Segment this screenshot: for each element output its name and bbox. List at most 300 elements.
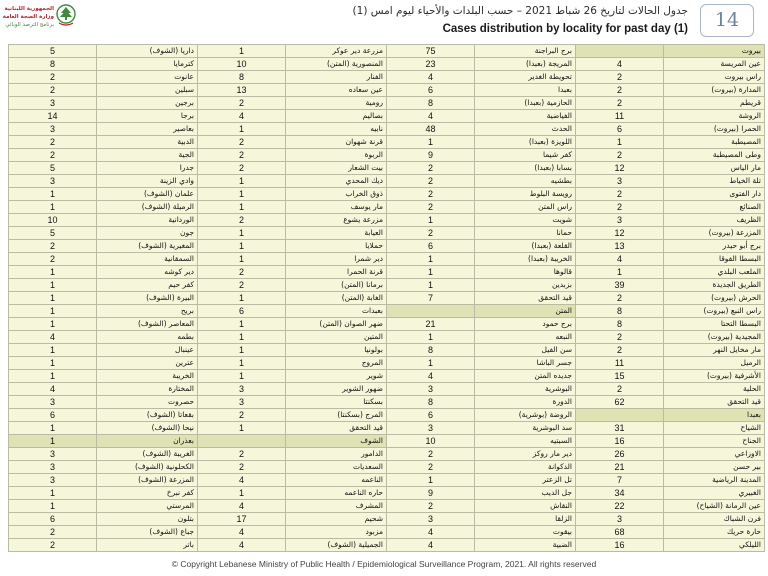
case-count-cell: 62 [576, 396, 664, 409]
locality-name-cell: الرميلة (الشوف) [97, 201, 198, 214]
locality-name-cell: الجميلية (الشوف) [286, 539, 387, 552]
case-count-cell: 1 [198, 240, 286, 253]
locality-name-cell: الحرش (بيروت) [664, 292, 765, 305]
table-row [9, 357, 765, 370]
locality-name-cell: الحمرا (بيروت) [664, 123, 765, 136]
case-count-cell: 2 [576, 344, 664, 357]
case-count-cell: 12 [576, 162, 664, 175]
locality-name-cell: بطمه [97, 331, 198, 344]
locality-name-cell: قرنة شهوان [286, 136, 387, 149]
district-count-cell [387, 305, 475, 318]
locality-name-cell: برجين [97, 97, 198, 110]
case-count-cell: 3 [9, 474, 97, 487]
case-count-cell: 4 [198, 526, 286, 539]
locality-name-cell: قيد التحقق [664, 396, 765, 409]
locality-name-cell: نابيه [286, 123, 387, 136]
locality-name-cell: باتر [97, 539, 198, 552]
case-count-cell: 1 [576, 136, 664, 149]
cedar-emblem-icon [56, 4, 76, 26]
locality-name-cell: ضهور الشوير [286, 383, 387, 396]
logo-line-program: برنامج الترصد الوبائي [5, 22, 54, 28]
case-count-cell: 2 [387, 201, 475, 214]
table-row [9, 201, 765, 214]
case-count-cell: 1 [198, 331, 286, 344]
locality-name-cell: مار الياس [664, 162, 765, 175]
locality-name-cell: عين المريسة [664, 58, 765, 71]
case-count-cell: 14 [9, 110, 97, 123]
case-count-cell: 4 [9, 331, 97, 344]
locality-name-cell: الربوة [286, 149, 387, 162]
case-count-cell: 10 [198, 58, 286, 71]
case-count-cell: 2 [576, 383, 664, 396]
locality-name-cell: المدينة الرياضية [664, 474, 765, 487]
case-count-cell: 2 [198, 266, 286, 279]
locality-name-cell: برج أبو حيدر [664, 240, 765, 253]
case-count-cell: 4 [198, 110, 286, 123]
locality-name-cell: المدارة (بيروت) [664, 84, 765, 97]
locality-name-cell: قيد التحقق [286, 422, 387, 435]
case-count-cell: 9 [387, 149, 475, 162]
case-count-cell: 2 [198, 162, 286, 175]
case-count-cell: 26 [576, 448, 664, 461]
case-count-cell: 11 [576, 110, 664, 123]
case-count-cell: 1 [198, 123, 286, 136]
case-count-cell: 3 [9, 448, 97, 461]
case-count-cell: 4 [198, 539, 286, 552]
case-count-cell: 3 [576, 175, 664, 188]
locality-name-cell: المريجة (بعبدا) [475, 58, 576, 71]
case-count-cell: 31 [576, 422, 664, 435]
locality-name-cell: رومية [286, 97, 387, 110]
locality-name-cell: مزرعة يشوع [286, 214, 387, 227]
case-count-cell: 2 [576, 292, 664, 305]
locality-name-cell: برج البراجنة [475, 45, 576, 58]
locality-name-cell: بيت الشعار [286, 162, 387, 175]
locality-name-cell: كفر نبرخ [97, 487, 198, 500]
table-row [9, 435, 765, 448]
locality-name-cell: بيقوت [475, 526, 576, 539]
locality-name-cell: البسطا الفوقا [664, 253, 765, 266]
locality-name-cell: تلة الخياط [664, 175, 765, 188]
locality-name-cell: راس المتن [475, 201, 576, 214]
case-count-cell: 1 [576, 266, 664, 279]
case-count-cell: 48 [387, 123, 475, 136]
table-row [9, 396, 765, 409]
case-count-cell: 1 [198, 357, 286, 370]
locality-name-cell: قرنة الحمرا [286, 266, 387, 279]
case-count-cell: 2 [576, 188, 664, 201]
case-count-cell: 1 [198, 487, 286, 500]
locality-name-cell: وادي الزينة [97, 175, 198, 188]
locality-name-cell: الظريف [664, 214, 765, 227]
table-row [9, 162, 765, 175]
case-count-cell: 9 [387, 487, 475, 500]
locality-name-cell: الصنائع [664, 201, 765, 214]
case-count-cell: 2 [576, 149, 664, 162]
locality-name-cell: الحدث [475, 123, 576, 136]
case-count-cell: 2 [198, 97, 286, 110]
case-count-cell: 4 [576, 58, 664, 71]
locality-name-cell: المرستي [97, 500, 198, 513]
table-row [9, 331, 765, 344]
table-row [9, 500, 765, 513]
locality-name-cell: بتلون [97, 513, 198, 526]
locality-name-cell: المزرعة (بيروت) [664, 227, 765, 240]
locality-name-cell: البوشرية [475, 383, 576, 396]
case-count-cell: 1 [9, 435, 97, 448]
case-count-cell: 1 [198, 175, 286, 188]
district-heading-cell: بيروت [664, 45, 765, 58]
case-count-cell: 2 [9, 71, 97, 84]
locality-name-cell: المشرف [286, 500, 387, 513]
page-title-arabic: جدول الحالات لتاريخ 26 شباط 2021 – حسب البلدات والأحياء ليوم امس (1) [352, 5, 688, 17]
locality-name-cell: المختارة [97, 383, 198, 396]
case-count-cell: 21 [576, 461, 664, 474]
case-count-cell: 1 [9, 188, 97, 201]
locality-name-cell: دير مار روكز [475, 448, 576, 461]
case-count-cell: 21 [387, 318, 475, 331]
case-count-cell: 1 [9, 279, 97, 292]
locality-name-cell: السبتيه [475, 435, 576, 448]
table-row [9, 383, 765, 396]
logo-text [4, 5, 54, 29]
case-count-cell: 1 [198, 201, 286, 214]
table-row [9, 240, 765, 253]
table-row [9, 149, 765, 162]
copyright-footer: © Copyright Lebanese Ministry of Public Health / Epidemiological Surveillance Program, 2021. All rights reserved [171, 559, 597, 569]
locality-name-cell: حمانا [475, 227, 576, 240]
case-count-cell: 6 [387, 84, 475, 97]
locality-name-cell: الحازمية (بعبدا) [475, 97, 576, 110]
locality-name-cell: البسطا التحتا [664, 318, 765, 331]
district-count-cell [576, 409, 664, 422]
locality-name-cell: المغيرية (الشوف) [97, 240, 198, 253]
table-row [9, 266, 765, 279]
case-count-cell: 1 [387, 474, 475, 487]
table-row [9, 344, 765, 357]
locality-name-cell: بعذران [97, 435, 198, 448]
case-count-cell: 1 [387, 331, 475, 344]
locality-name-cell: حاره الناعمه [286, 487, 387, 500]
locality-name-cell: شويت [475, 214, 576, 227]
locality-name-cell: الطريق الجديدة [664, 279, 765, 292]
locality-name-cell: راس النبع (بيروت) [664, 305, 765, 318]
locality-name-cell: الضبية [475, 539, 576, 552]
case-count-cell: 2 [576, 97, 664, 110]
case-count-cell: 2 [198, 461, 286, 474]
locality-name-cell: الغريبة (الشوف) [97, 448, 198, 461]
locality-name-cell: جل الديب [475, 487, 576, 500]
table-row [9, 539, 765, 552]
locality-name-cell: الخريبة [97, 370, 198, 383]
table-row [9, 370, 765, 383]
table-row [9, 214, 765, 227]
locality-name-cell: المرج (بسكنتا) [286, 409, 387, 422]
table-row [9, 292, 765, 305]
locality-name-cell: برمانا (المتن) [286, 279, 387, 292]
case-count-cell: 4 [387, 539, 475, 552]
table-row [9, 84, 765, 97]
table-row [9, 188, 765, 201]
locality-name-cell: مزرعة دير عوكر [286, 45, 387, 58]
case-count-cell: 6 [387, 409, 475, 422]
table-row [9, 487, 765, 500]
table-row [9, 526, 765, 539]
case-count-cell: 4 [387, 526, 475, 539]
case-count-cell: 1 [387, 357, 475, 370]
locality-name-cell: المروج [286, 357, 387, 370]
case-count-cell: 1 [198, 422, 286, 435]
case-count-cell: 22 [576, 500, 664, 513]
locality-name-cell: الدبية [97, 136, 198, 149]
case-count-cell: 7 [387, 292, 475, 305]
locality-name-cell: الرميل [664, 357, 765, 370]
case-count-cell: 3 [9, 175, 97, 188]
case-count-cell: 2 [9, 539, 97, 552]
case-count-cell: 4 [576, 253, 664, 266]
case-count-cell: 2 [576, 331, 664, 344]
locality-name-cell: برجا [97, 110, 198, 123]
table-row [9, 253, 765, 266]
cases-table [8, 44, 765, 552]
case-count-cell: 1 [387, 136, 475, 149]
locality-name-cell: الغابة (المتن) [286, 292, 387, 305]
district-heading-cell: المتن [475, 305, 576, 318]
case-count-cell: 2 [9, 84, 97, 97]
case-count-cell: 1 [387, 266, 475, 279]
table-row [9, 71, 765, 84]
locality-name-cell: الوردانية [97, 214, 198, 227]
locality-name-cell: بير حسن [664, 461, 765, 474]
locality-name-cell: حملايا [286, 240, 387, 253]
cases-table-body [9, 45, 765, 552]
case-count-cell: 10 [387, 435, 475, 448]
case-count-cell: 1 [9, 318, 97, 331]
case-count-cell: 6 [9, 409, 97, 422]
case-count-cell: 1 [9, 357, 97, 370]
locality-name-cell: السمقانية [97, 253, 198, 266]
case-count-cell: 8 [9, 58, 97, 71]
case-count-cell: 2 [387, 188, 475, 201]
locality-name-cell: جباع (الشوف) [97, 526, 198, 539]
case-count-cell: 2 [576, 201, 664, 214]
locality-name-cell: الكحلونية (الشوف) [97, 461, 198, 474]
case-count-cell: 1 [387, 253, 475, 266]
locality-name-cell: النقاش [475, 500, 576, 513]
locality-name-cell: قيد التحقق [475, 292, 576, 305]
locality-name-cell: بعبدا [475, 84, 576, 97]
table-row [9, 110, 765, 123]
case-count-cell: 1 [9, 201, 97, 214]
case-count-cell: 1 [9, 422, 97, 435]
locality-name-cell: ديك المحدي [286, 175, 387, 188]
case-count-cell: 2 [198, 448, 286, 461]
case-count-cell: 2 [9, 149, 97, 162]
table-row [9, 513, 765, 526]
case-count-cell: 8 [387, 97, 475, 110]
case-count-cell: 12 [576, 227, 664, 240]
case-count-cell: 2 [576, 71, 664, 84]
locality-name-cell: العيابة [286, 227, 387, 240]
case-count-cell: 2 [198, 279, 286, 292]
case-count-cell: 15 [576, 370, 664, 383]
table-row [9, 461, 765, 474]
case-count-cell: 8 [387, 396, 475, 409]
locality-name-cell: اللويزة (بعبدا) [475, 136, 576, 149]
locality-name-cell: حصروت [97, 396, 198, 409]
case-count-cell: 13 [198, 84, 286, 97]
table-row [9, 97, 765, 110]
table-row [9, 409, 765, 422]
locality-name-cell: بعبدات [286, 305, 387, 318]
locality-name-cell: بريح [97, 305, 198, 318]
case-count-cell: 1 [9, 292, 97, 305]
case-count-cell: 8 [576, 318, 664, 331]
locality-name-cell: الدامور [286, 448, 387, 461]
table-row [9, 136, 765, 149]
case-count-cell: 1 [198, 370, 286, 383]
case-count-cell: 3 [387, 383, 475, 396]
locality-name-cell: راس بيروت [664, 71, 765, 84]
case-count-cell: 10 [9, 214, 97, 227]
case-count-cell: 3 [9, 461, 97, 474]
locality-name-cell: كفر شيما [475, 149, 576, 162]
locality-name-cell: مار مخايل النهر [664, 344, 765, 357]
locality-name-cell: بسكنتا [286, 396, 387, 409]
locality-name-cell: داريا (الشوف) [97, 45, 198, 58]
logo-line-republic: الجمهورية اللبنانية [4, 6, 54, 12]
locality-name-cell: الفنار [286, 71, 387, 84]
case-count-cell: 4 [387, 71, 475, 84]
table-row [9, 279, 765, 292]
locality-name-cell: قريطم [664, 97, 765, 110]
district-heading-cell: الشوف [286, 435, 387, 448]
table-row [9, 474, 765, 487]
logo-line-ministry: وزارة الصحة العامة [2, 14, 54, 20]
case-count-cell: 2 [387, 227, 475, 240]
case-count-cell: 2 [387, 162, 475, 175]
case-count-cell: 1 [198, 227, 286, 240]
case-count-cell: 3 [387, 513, 475, 526]
case-count-cell: 1 [9, 344, 97, 357]
locality-name-cell: الدورة [475, 396, 576, 409]
locality-name-cell: قالوها [475, 266, 576, 279]
case-count-cell: 1 [198, 253, 286, 266]
case-count-cell: 75 [387, 45, 475, 58]
case-count-cell: 3 [576, 214, 664, 227]
locality-name-cell: القلعة (بعبدا) [475, 240, 576, 253]
locality-name-cell: جديده المتن [475, 370, 576, 383]
locality-name-cell: عين سعاده [286, 84, 387, 97]
locality-name-cell: المزرعة (الشوف) [97, 474, 198, 487]
case-count-cell: 2 [198, 214, 286, 227]
case-count-cell: 11 [576, 357, 664, 370]
district-heading-cell: بعبدا [664, 409, 765, 422]
case-count-cell: 3 [387, 422, 475, 435]
case-count-cell: 2 [198, 409, 286, 422]
locality-name-cell: ذوق الخراب [286, 188, 387, 201]
case-count-cell: 8 [576, 305, 664, 318]
locality-name-cell: بقعاتا (الشوف) [97, 409, 198, 422]
locality-name-cell: المعاصر (الشوف) [97, 318, 198, 331]
locality-name-cell: عترين [97, 357, 198, 370]
case-count-cell: 23 [387, 58, 475, 71]
locality-name-cell: الزلقا [475, 513, 576, 526]
locality-name-cell: جدرا [97, 162, 198, 175]
locality-name-cell: الجية [97, 149, 198, 162]
locality-name-cell: عين الرمانة (الشياح) [664, 500, 765, 513]
locality-name-cell: الروشة [664, 110, 765, 123]
case-count-cell: 2 [9, 240, 97, 253]
locality-name-cell: دير كوشه [97, 266, 198, 279]
locality-name-cell: برج حمود [475, 318, 576, 331]
case-count-cell: 3 [576, 513, 664, 526]
locality-name-cell: عينبال [97, 344, 198, 357]
locality-name-cell: المنصورية (المتن) [286, 58, 387, 71]
page-title-english: Cases distribution by locality for past day (1) [442, 23, 688, 35]
case-count-cell: 5 [9, 227, 97, 240]
table-row [9, 175, 765, 188]
locality-name-cell: البيرة (الشوف) [97, 292, 198, 305]
locality-name-cell: مزبود [286, 526, 387, 539]
case-count-cell: 6 [198, 305, 286, 318]
case-count-cell: 2 [387, 461, 475, 474]
locality-name-cell: سبلين [97, 84, 198, 97]
locality-name-cell: الشياح [664, 422, 765, 435]
case-count-cell: 16 [576, 435, 664, 448]
locality-name-cell: دير شمرا [286, 253, 387, 266]
case-count-cell: 5 [9, 45, 97, 58]
locality-name-cell: جون [97, 227, 198, 240]
case-count-cell: 6 [387, 240, 475, 253]
district-count-cell [576, 45, 664, 58]
case-count-cell: 4 [198, 474, 286, 487]
locality-name-cell: الاوزاعي [664, 448, 765, 461]
table-row [9, 45, 765, 58]
locality-name-cell: مار يوسف [286, 201, 387, 214]
page-number-badge: 14 [700, 4, 754, 37]
case-count-cell: 4 [387, 370, 475, 383]
locality-name-cell: كفر حيم [97, 279, 198, 292]
case-count-cell: 1 [387, 214, 475, 227]
locality-name-cell: بطشيه [475, 175, 576, 188]
district-count-cell [198, 435, 286, 448]
case-count-cell: 2 [9, 136, 97, 149]
locality-name-cell: الغبيري [664, 487, 765, 500]
case-count-cell: 4 [198, 500, 286, 513]
case-count-cell: 68 [576, 526, 664, 539]
locality-name-cell: سد البوشرية [475, 422, 576, 435]
locality-name-cell: وطى المصيطبة [664, 149, 765, 162]
case-count-cell: 3 [9, 97, 97, 110]
case-count-cell: 1 [198, 292, 286, 305]
locality-name-cell: كترمايا [97, 58, 198, 71]
case-count-cell: 2 [387, 500, 475, 513]
case-count-cell: 2 [387, 448, 475, 461]
locality-name-cell: السعديات [286, 461, 387, 474]
case-count-cell: 2 [576, 84, 664, 97]
table-row [9, 123, 765, 136]
table-row [9, 422, 765, 435]
locality-name-cell: الليلكي [664, 539, 765, 552]
locality-name-cell: تل الزعتر [475, 474, 576, 487]
case-count-cell: 3 [9, 396, 97, 409]
case-count-cell: 1 [9, 305, 97, 318]
locality-name-cell: الفياضية [475, 110, 576, 123]
locality-name-cell: رويسة البلوط [475, 188, 576, 201]
locality-name-cell: شوير [286, 370, 387, 383]
locality-name-cell: دار الفتوى [664, 188, 765, 201]
